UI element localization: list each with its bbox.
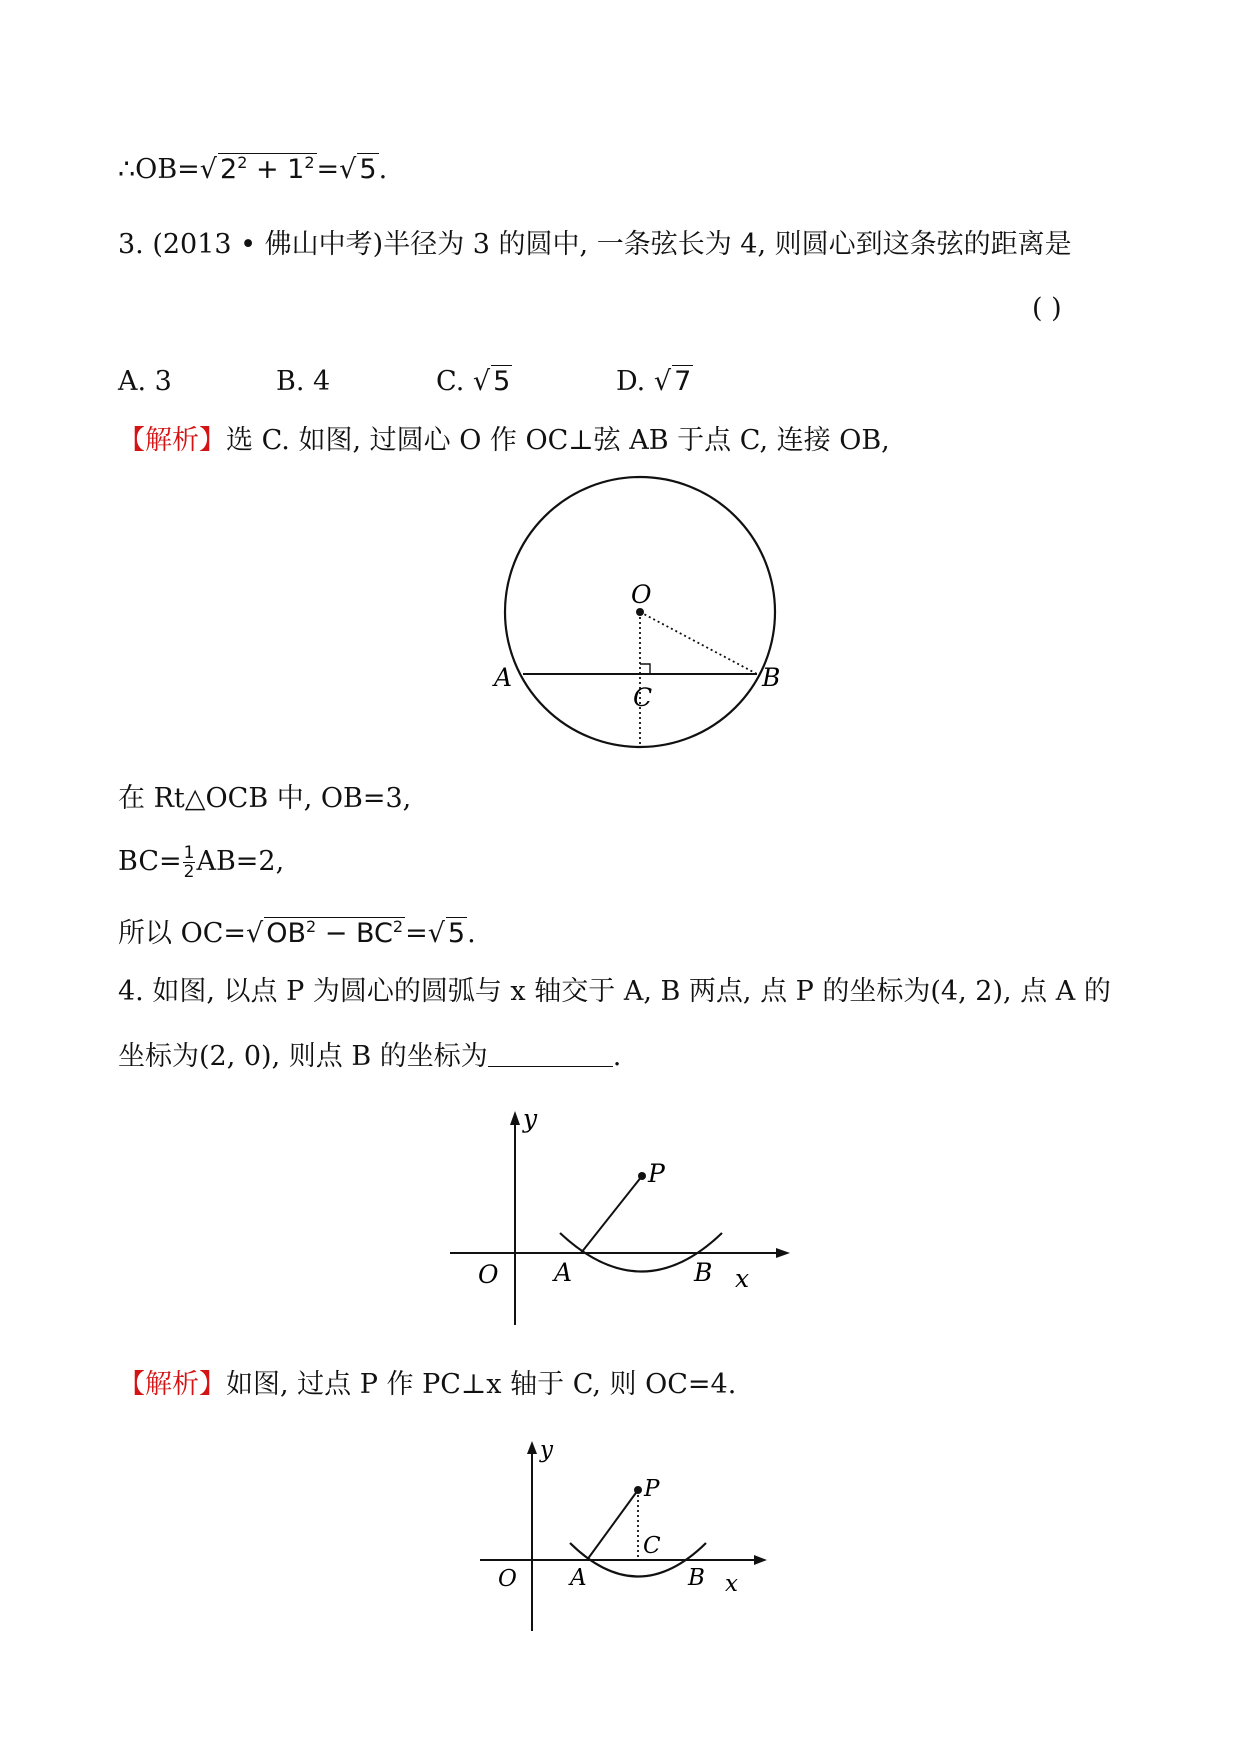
- step-2: BC= $\frac{1}{2}$ AB=2,: [118, 843, 285, 882]
- option-b: B. 4: [276, 366, 331, 397]
- step-3: 所以 OC=√ $OB^2 - BC^2=√$ 5.: [118, 910, 476, 951]
- label-a: A: [554, 1258, 573, 1287]
- sqrt-expression: √ $OB^2 - BC^2$: [246, 917, 404, 949]
- fraction-half: $\frac{1}{2}$: [183, 843, 195, 882]
- right-angle-mark: [640, 664, 650, 674]
- analysis-tag: 【解析】: [118, 1369, 226, 1400]
- label-a: A: [570, 1565, 587, 1591]
- y-axis-arrow: [510, 1111, 520, 1125]
- sqrt-five: √ 5: [339, 154, 377, 185]
- ob-equation: ∴OB=√ $2^2 + 1^2=√$ 5.: [118, 146, 387, 187]
- segment-pa: [587, 1490, 638, 1560]
- label-p: P: [644, 1476, 660, 1502]
- sqrt-five: √ 5: [472, 366, 511, 397]
- sqrt-seven: √ 7: [653, 366, 692, 397]
- sqrt-five: √ 5: [427, 918, 466, 949]
- question-4-line-2: 坐标为(2, 0), 则点 B 的坐标为 .: [118, 1041, 622, 1072]
- coordinate-arc-figure: [440, 1105, 800, 1335]
- analysis-tag: 【解析】: [118, 425, 226, 456]
- label-o: O: [498, 1566, 517, 1592]
- label-a: A: [494, 663, 513, 692]
- coordinate-arc-figure-pc: [470, 1435, 780, 1635]
- label-y: y: [523, 1105, 538, 1133]
- label-x: x: [735, 1264, 750, 1293]
- analysis-q3: 【解析】选 C. 如图, 过圆心 O 作 OC⊥弦 AB 于点 C, 连接 OB,: [118, 425, 890, 456]
- option-a: A. 3: [118, 366, 172, 397]
- label-b: B: [762, 663, 781, 692]
- label-c: C: [643, 1533, 661, 1559]
- center-point: [636, 608, 644, 616]
- label-x: x: [725, 1571, 738, 1597]
- segment-pa: [581, 1176, 642, 1253]
- step-1: 在 Rt△OCB 中, OB=3,: [118, 783, 412, 814]
- x-axis-arrow: [776, 1248, 790, 1258]
- question-3-text: 3. (2013 • 佛山中考)半径为 3 的圆中, 一条弦长为 4, 则圆心到这条弦的距离是: [118, 229, 1072, 260]
- label-b: B: [688, 1565, 705, 1591]
- answer-paren: ( ): [1032, 293, 1062, 324]
- point-p: [638, 1172, 646, 1180]
- analysis-q4: 【解析】如图, 过点 P 作 PC⊥x 轴于 C, 则 OC=4.: [118, 1369, 737, 1400]
- option-d: D. √ 7: [616, 366, 692, 397]
- answer-blank: [488, 1040, 613, 1067]
- segment-ob: [640, 612, 757, 674]
- sqrt-expression: √ $2^2 + 1^2$: [199, 153, 315, 185]
- question-4-line-1: 4. 如图, 以点 P 为圆心的圆弧与 x 轴交于 A, B 两点, 点 P 的坐标为(4, 2), 点 A 的: [118, 976, 1111, 1007]
- label-c: C: [633, 683, 653, 712]
- circle-chord-figure: [490, 470, 790, 760]
- label-y: y: [540, 1437, 553, 1463]
- label-o: O: [478, 1260, 499, 1289]
- y-axis-arrow: [527, 1441, 537, 1454]
- option-c: C. √ 5: [436, 366, 511, 397]
- label-b: B: [694, 1258, 713, 1287]
- x-axis-arrow: [754, 1555, 767, 1565]
- label-p: P: [648, 1159, 665, 1188]
- point-p: [634, 1486, 642, 1494]
- label-o: O: [631, 580, 652, 609]
